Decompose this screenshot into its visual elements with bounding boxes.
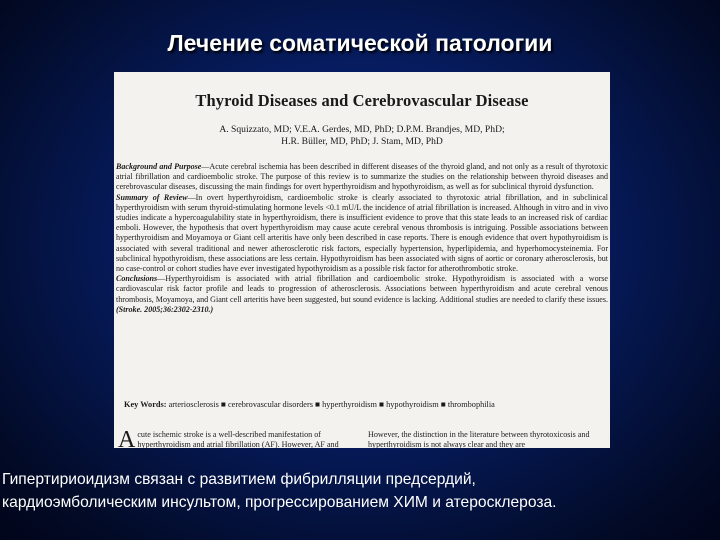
slide-caption: [2, 468, 718, 514]
drop-cap: A: [118, 427, 136, 448]
section-text: —Acute cerebral ischemia has been described in different diseases of the thyroid gland, and not only as a result of thyrotoxic atrial fibrillation and cardioembolic stroke. The purpose of this review is to summarize the studies on the relationship between thyroid diseases and cerebrovascular diseases, discussing the main findings for overt hyperthyroidism and hypothyroidism, as well as for subclinical thyroid dysfunction.: [116, 162, 608, 192]
caption-line-2: кардиоэмболическим инсультом, прогрессированием ХИМ и атеросклероза.: [2, 494, 557, 511]
citation: (Stroke. 2005;36:2302-2310.): [116, 304, 214, 314]
paper-scan: [114, 72, 610, 448]
key-words-label: Key Words:: [124, 400, 167, 409]
paper-title: Thyroid Diseases and Cerebrovascular Disease: [195, 91, 529, 110]
body-right-text: However, the distinction in the literature between thyrotoxicosis and hyperthyroidism is not always clear and they are: [368, 430, 590, 448]
abstract: [116, 162, 608, 315]
paper-authors: [114, 124, 610, 148]
key-words-list: arteriosclerosis ■ cerebrovascular disorders ■ hyperthyroidism ■ hypothyroidism ■ thrombophilia: [168, 400, 495, 409]
body-left-text: cute ischemic stroke is a well-described manifestation of hyperthyroidism and atrial fibrillation (AF). However, AF and: [137, 430, 339, 448]
authors-line-1: A. Squizzato, MD; V.E.A. Gerdes, MD, PhD; D.P.M. Brandjes, MD, PhD;: [219, 124, 505, 135]
caption-line-1: Гипертириоидизм связан с развитием фибрилляции предсердий,: [2, 471, 476, 488]
section-text: —In overt hyperthyroidism, cardioembolic stroke is clearly associated to thyrotoxic atrial fibrillation, and in subclinical hyperthyroidism with serum thyroid-stimulating hormone levels <0.1 mU/L the incidence of atrial fibrillation is increased. Although in vitro and in vivo studies indicate a hypercoagulability state in hyperthyroidism, there is insufficient evidence to prove that this state leads to an increased risk of cardiac emboli. However, the hypothesis that overt hyperthyroidism may cause acute cerebral venous thrombosis is intriguing. Possible associations between hyperthyroidism and Moyamoya or Giant cell arteritis have only been described in case reports. There is enough evidence that overt hypothyroidism is associated with several traditional and newer atherosclerotic risk factors, especially hypertension, hyperlipidemia, and hyperhomocysteinemia. For subclinical hypothyroidism, these associations are less certain. Hypothyroidism has been associated with signs of aortic or coronary atherosclerosis, but no case-control or cohort studies have ever investigated hypothyroidism as a possible risk factor for atherothrombotic stroke.: [116, 192, 609, 274]
body-column-right: [368, 430, 604, 448]
section-heading: Conclusions: [116, 274, 158, 284]
section-heading: Background and Purpose: [116, 162, 202, 171]
section-heading: Summary of Review: [116, 192, 188, 202]
abstract-summary: [116, 193, 608, 275]
authors-line-2: H.R. Büller, MD, PhD; J. Stam, MD, PhD: [281, 136, 443, 147]
slide-title: Лечение соматической патологии: [167, 30, 553, 56]
abstract-background: [116, 162, 608, 193]
body-column-left: [118, 427, 354, 448]
abstract-conclusions: [116, 274, 608, 315]
section-text: —Hyperthyroidism is associated with atrial fibrillation and cardioembolic stroke. Hypothyroidism is associated with a worse cardiovascular risk factor profile and leads to progression of atherosclerosis. Associations between hyperthyroidism and acute cerebral venous thrombosis, Moyamoya, and Giant cell arteritis have been suggested, but sound evidence is lacking. Additional studies are needed to clarify these issues.: [116, 274, 608, 304]
key-words: [124, 400, 604, 409]
